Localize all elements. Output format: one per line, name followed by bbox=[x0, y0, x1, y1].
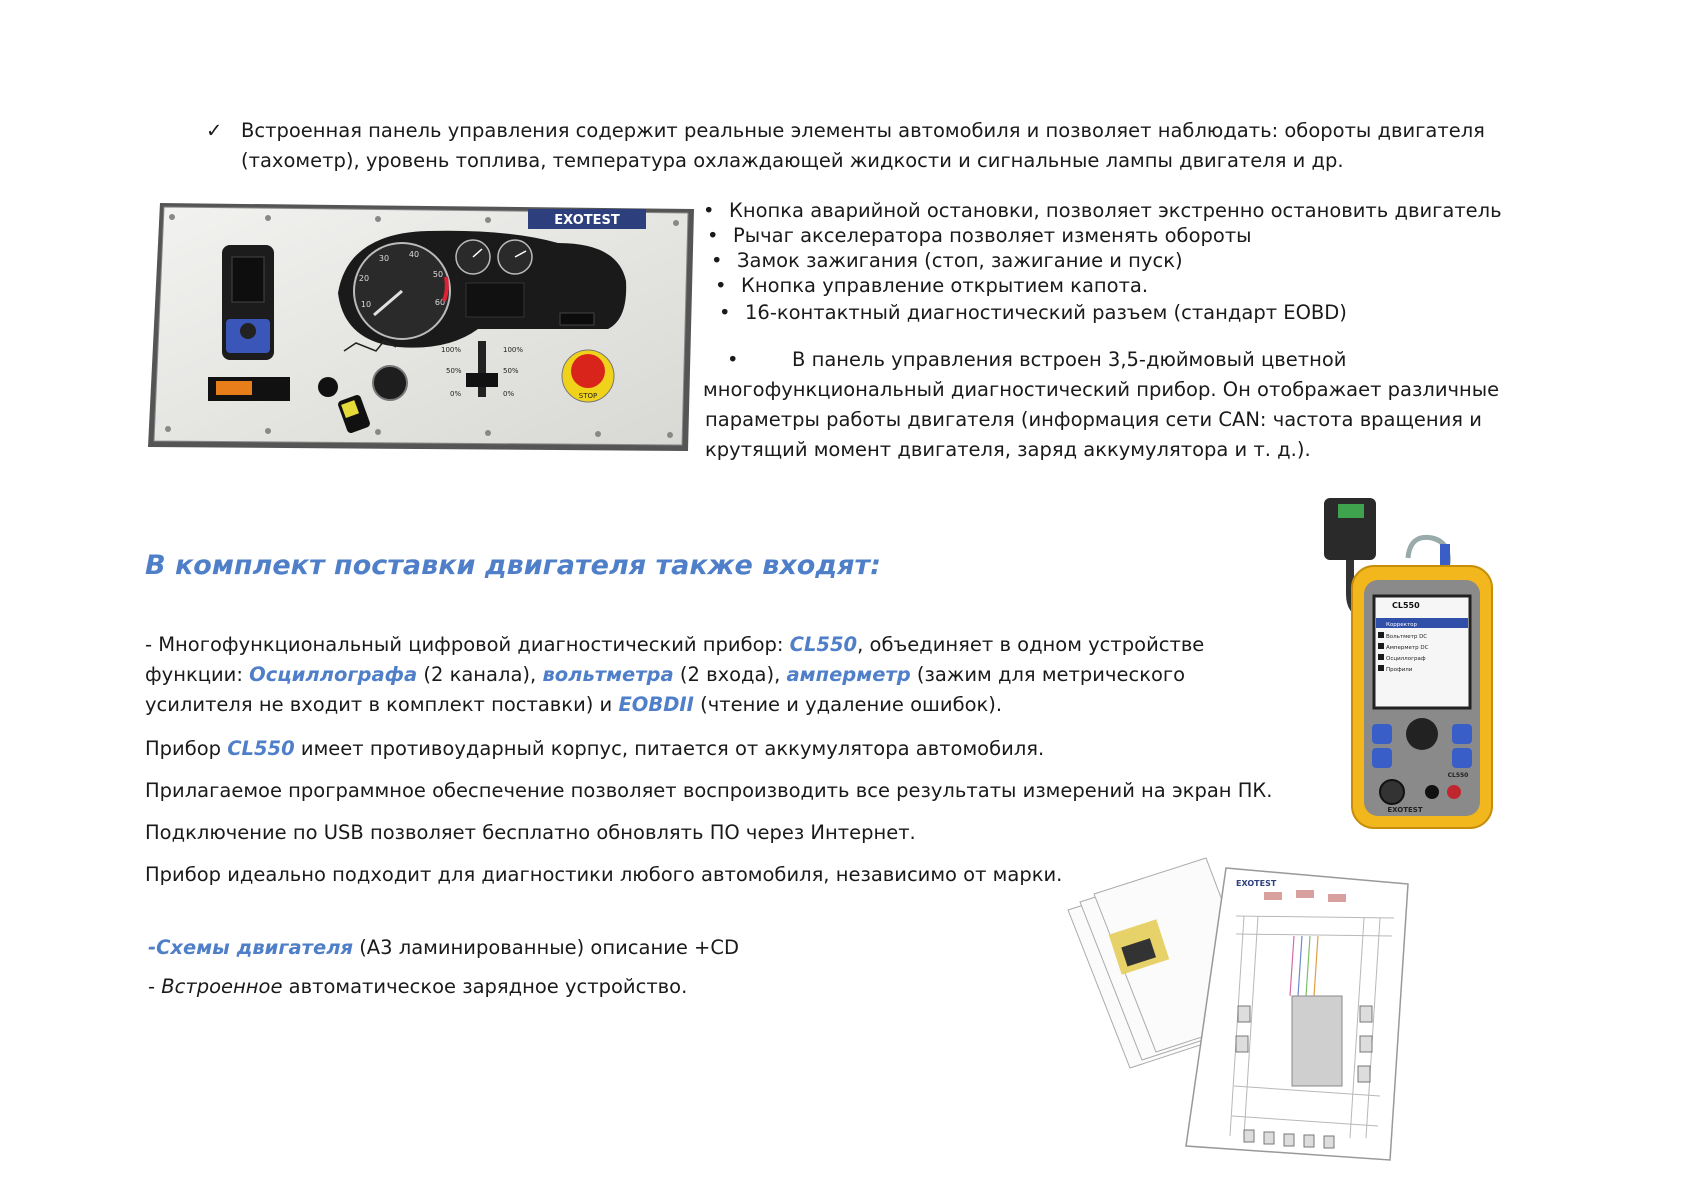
paragraph-cl550-description: - Многофункциональный цифровой диагностический прибор: CL550, объединяет в одном устройстве функции: Осциллографа (2 канала), вольтметра (2 входа), амперметр (зажим для метрического усилителя не входит в комплект поставки) и EOBDII (чтение и удаление ошибок). bbox=[145, 633, 1205, 716]
device-bullet-line-4: крутящий момент двигателя, заряд аккумулятора и т. д.). bbox=[705, 438, 1311, 461]
svg-text:40: 40 bbox=[408, 250, 420, 259]
svg-text:60: 60 bbox=[434, 298, 446, 307]
svg-text:STOP: STOP bbox=[578, 392, 598, 400]
paragraph-universal: Прибор идеально подходит для диагностики любого автомобиля, независимо от марки. bbox=[145, 863, 1063, 886]
device-bullet-line-3: параметры работы двигателя (информация сети CAN: частота вращения и bbox=[705, 408, 1482, 431]
bullet-accelerator: • Рычаг акселератора позволяет изменять обороты bbox=[707, 224, 1252, 247]
device-screen bbox=[1374, 596, 1470, 708]
paragraph-software: Прилагаемое программное обеспечение позволяет воспроизводить все результаты измерений на экран ПК. bbox=[145, 779, 1273, 802]
svg-text:20: 20 bbox=[358, 274, 370, 283]
device-bullet-line-2: многофункциональный диагностический прибор. Он отображает различные bbox=[703, 378, 1500, 401]
bullet-emergency-stop: • Кнопка аварийной остановки, позволяет экстренно остановить двигатель bbox=[703, 199, 1502, 222]
svg-text:CL550: CL550 bbox=[1447, 772, 1469, 779]
device-joystick bbox=[1406, 718, 1438, 750]
bullet-ignition: • Замок зажигания (стоп, зажигание и пуск) bbox=[711, 249, 1183, 272]
paragraph-charger: - Встроенное автоматическое зарядное устройство. bbox=[148, 975, 688, 998]
panel-brand-text: EXOTEST bbox=[554, 213, 620, 228]
paragraph-housing: Прибор CL550 имеет противоударный корпус, питается от аккумулятора автомобиля. bbox=[145, 737, 1045, 760]
ignition-switch bbox=[373, 366, 407, 400]
svg-text:CL550: CL550 bbox=[1392, 601, 1420, 610]
cl550-device-image bbox=[1320, 494, 1500, 832]
svg-text:30: 30 bbox=[378, 254, 390, 263]
cl550-link-text: CL550 bbox=[789, 633, 858, 656]
svg-text:0%: 0% bbox=[503, 390, 515, 398]
check-mark-icon: ✓ bbox=[206, 119, 223, 142]
svg-text:0%: 0% bbox=[450, 390, 462, 398]
svg-text:Профили: Профили bbox=[1386, 667, 1413, 673]
device-bullet-line-1: • В панель управления встроен 3,5-дюймовый цветной bbox=[727, 348, 1347, 371]
schemes-documents-image bbox=[1064, 856, 1412, 1161]
control-panel-image bbox=[148, 201, 694, 451]
svg-text:10: 10 bbox=[360, 300, 372, 309]
paragraph-schemes: -Схемы двигателя (A3 ламинированные) описание +CD bbox=[148, 936, 740, 959]
bullet-hood: • Кнопка управление открытием капота. bbox=[715, 274, 1149, 297]
svg-text:Осциллограф: Осциллограф bbox=[1386, 656, 1426, 662]
hood-button bbox=[318, 377, 338, 397]
svg-text:Амперметр DC: Амперметр DC bbox=[1386, 645, 1429, 651]
kit-heading: В комплект поставки двигателя также входят: bbox=[145, 550, 881, 581]
svg-text:100%: 100% bbox=[503, 346, 524, 354]
intro-checklist-item bbox=[206, 116, 1506, 176]
paragraph-usb: Подключение по USB позволяет бесплатно обновлять ПО через Интернет. bbox=[145, 821, 916, 844]
svg-text:50: 50 bbox=[432, 270, 444, 279]
svg-text:EXOTEST: EXOTEST bbox=[1387, 806, 1423, 814]
bullet-diag-connector: • 16-контактный диагностический разъем (стандарт EOBD) bbox=[719, 301, 1347, 324]
svg-text:50%: 50% bbox=[503, 367, 519, 375]
svg-text:100%: 100% bbox=[441, 346, 462, 354]
ecu-block bbox=[1292, 996, 1342, 1086]
svg-text:50%: 50% bbox=[446, 367, 462, 375]
svg-text:Вольтметр DC: Вольтметр DC bbox=[1386, 634, 1428, 640]
svg-text:Корректор: Корректор bbox=[1386, 622, 1418, 628]
intro-text: Встроенная панель управления содержит реальные элементы автомобиля и позволяет наблюдать: обороты двигателя (тахометр), уровень топлива, температура охлаждающей жидкости и сигнальные лампы двигателя и др. bbox=[241, 119, 1485, 172]
accelerator-lever bbox=[478, 341, 486, 397]
svg-text:EXOTEST: EXOTEST bbox=[1236, 879, 1277, 888]
